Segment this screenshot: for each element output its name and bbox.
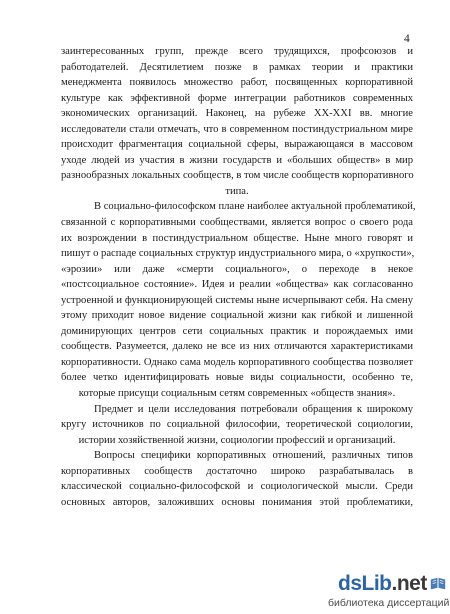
text-line: основных авторов, заложивших основы понимания этой проблематики, bbox=[61, 496, 413, 508]
text-line: «постсоциальное состояние». Идея и реалии «общества» как согласованно bbox=[61, 279, 413, 291]
watermark-subtitle: библиотека диссертаций bbox=[328, 597, 450, 609]
watermark-logo bbox=[338, 572, 447, 596]
text-line: происходит фрагментация социальной сферы, выражающаяся в массовом bbox=[61, 139, 413, 151]
text-line: «эрозии» или даже «смерти социального», о переходе в некое bbox=[61, 263, 413, 275]
text-line: кругу источников по социальной философии, теоретической социологии, bbox=[61, 419, 413, 431]
text-line: работодателей. Десятилетием позже в рамках теории и практики bbox=[61, 61, 413, 73]
text-line: более четко идентифицировать новые виды социальности, особенно те, bbox=[61, 372, 413, 384]
text-line: пишут о распаде социальных структур индустриального мира, о «хрупкости», bbox=[61, 248, 415, 260]
text-line: корпоративных сообществ достаточно широко разрабатывалась в bbox=[61, 465, 413, 477]
document-body bbox=[61, 44, 416, 510]
text-line: заинтересованных групп, прежде всего трудящихся, профсоюзов и bbox=[61, 46, 413, 57]
watermark-logo-text: dsLib.net bbox=[338, 572, 427, 595]
text-line: экономических организаций. Наконец, на рубеже XX-XXI вв. многие bbox=[61, 108, 413, 120]
watermark bbox=[322, 570, 450, 614]
text-line: исследователи стали отмечать, что в современном постиндустриальном мире bbox=[61, 123, 413, 135]
text-line: менеджмента появилось множество работ, посвященных корпоративной bbox=[61, 77, 413, 89]
text-line: Предмет и цели исследования потребовали обращения к широкому bbox=[94, 403, 413, 415]
text-line: этому приходит новое видение социальной жизни как гибкой и лишенной bbox=[61, 310, 413, 322]
text-line: типа. bbox=[225, 185, 249, 197]
text-line: уходе людей из участия в жизни государств и «больших обществ» в мир bbox=[61, 154, 413, 166]
text-line: В социально-философском плане наиболее актуальной проблематикой, bbox=[94, 201, 416, 213]
text-line: устроенной и функционирующей системы ныне исчерпывают себя. На смену bbox=[61, 294, 413, 306]
text-line: Вопросы специфики корпоративных отношений, различных типов bbox=[94, 450, 413, 462]
text-line: связанной с корпоративными сообществами, является вопрос о своего рода bbox=[61, 217, 413, 229]
text-line: сообществ. Разумеется, далеко не все из них отличаются характеристиками bbox=[61, 341, 413, 353]
text-line: культуре как эффективной форме интеграции работников современных bbox=[61, 92, 413, 104]
text-line: классической социально-философской и социологической мысли. Среди bbox=[61, 481, 413, 493]
book-icon bbox=[429, 575, 447, 593]
text-line: которые присущи социальным сетям современных «обществ знания». bbox=[78, 388, 396, 400]
text-line: доминирующих центров сети социальных практик и порождаемых ими bbox=[61, 325, 413, 337]
text-line: разнообразных локальных сообществ, в том числе сообществ корпоративного bbox=[61, 170, 414, 182]
page-number: 4 bbox=[404, 33, 410, 45]
text-line: их возрождении в постиндустриальном обществе. Ныне много говорят и bbox=[61, 232, 413, 244]
text-line: корпоративности. Однако сама модель корпоративного сообщества позволяет bbox=[61, 356, 413, 368]
text-line: истории хозяйственной жизни, социологии профессий и организаций. bbox=[78, 434, 396, 446]
